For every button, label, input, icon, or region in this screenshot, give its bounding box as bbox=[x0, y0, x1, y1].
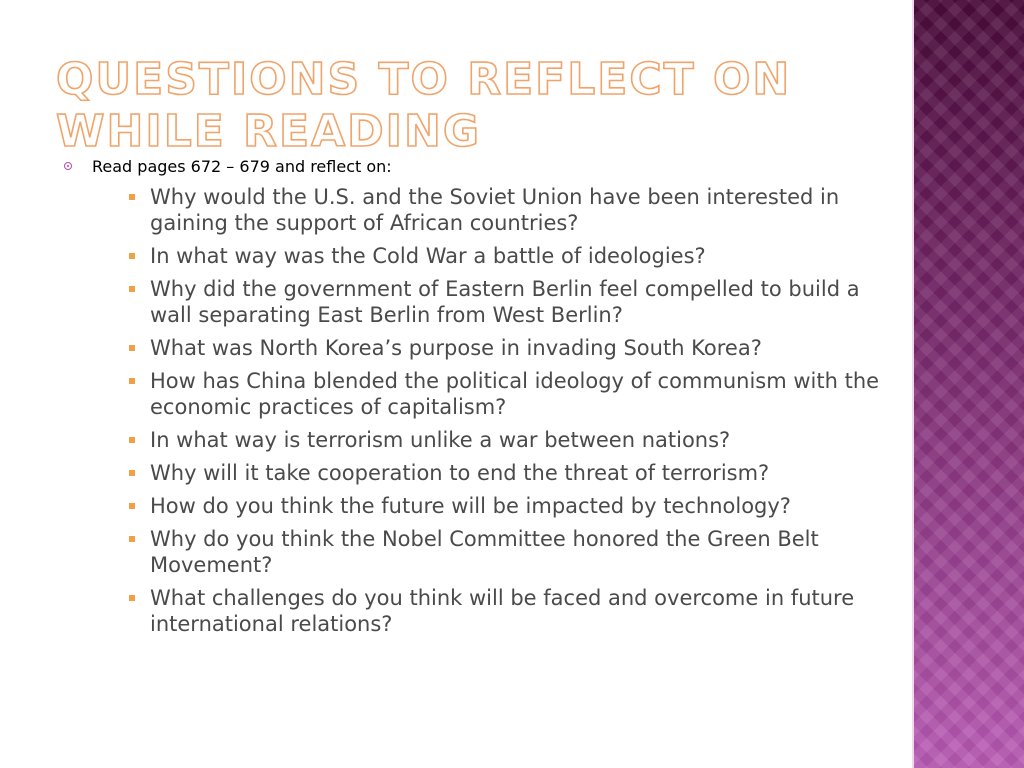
question-item bbox=[92, 243, 882, 269]
question-text: What challenges do you think will be faced and overcome in future international relations? bbox=[150, 586, 855, 636]
question-text: Why would the U.S. and the Soviet Union have been interested in gaining the support of African countries? bbox=[150, 185, 840, 235]
square-bullet-icon bbox=[129, 470, 135, 476]
question-item bbox=[92, 276, 882, 328]
question-item bbox=[92, 493, 882, 519]
ring-bullet-icon bbox=[64, 162, 72, 170]
question-item bbox=[92, 427, 882, 453]
square-bullet-icon bbox=[129, 503, 135, 509]
question-text: Why do you think the Nobel Committee honored the Green Belt Movement? bbox=[150, 527, 819, 577]
question-item bbox=[92, 368, 882, 420]
square-bullet-icon bbox=[129, 437, 135, 443]
question-text: Why did the government of Eastern Berlin feel compelled to build a wall separating East Berlin from West Berlin? bbox=[150, 277, 860, 327]
question-text: In what way is terrorism unlike a war between nations? bbox=[150, 428, 731, 452]
slide-title: QUESTIONS TO REFLECT ON WHILE READING bbox=[56, 54, 792, 157]
question-text: How do you think the future will be impacted by technology? bbox=[150, 494, 791, 518]
square-bullet-icon bbox=[129, 378, 135, 384]
question-text: How has China blended the political ideology of communism with the economic practices of capitalism? bbox=[150, 369, 880, 419]
slide-content bbox=[62, 156, 882, 644]
square-bullet-icon bbox=[129, 253, 135, 259]
question-item bbox=[92, 184, 882, 236]
intro-text: Read pages 672 – 679 and reflect on: bbox=[92, 157, 392, 176]
bullet-list bbox=[62, 156, 882, 637]
question-text: In what way was the Cold War a battle of ideologies? bbox=[150, 244, 706, 268]
question-item bbox=[92, 335, 882, 361]
question-item bbox=[92, 460, 882, 486]
intro-item bbox=[62, 156, 882, 637]
question-item bbox=[92, 585, 882, 637]
square-bullet-icon bbox=[129, 536, 135, 542]
question-text: Why will it take cooperation to end the threat of terrorism? bbox=[150, 461, 770, 485]
square-bullet-icon bbox=[129, 595, 135, 601]
question-item bbox=[92, 526, 882, 578]
decorative-side-band bbox=[912, 0, 1024, 768]
square-bullet-icon bbox=[129, 286, 135, 292]
question-text: What was North Korea’s purpose in invading South Korea? bbox=[150, 336, 762, 360]
question-list bbox=[92, 184, 882, 637]
square-bullet-icon bbox=[129, 194, 135, 200]
square-bullet-icon bbox=[129, 345, 135, 351]
